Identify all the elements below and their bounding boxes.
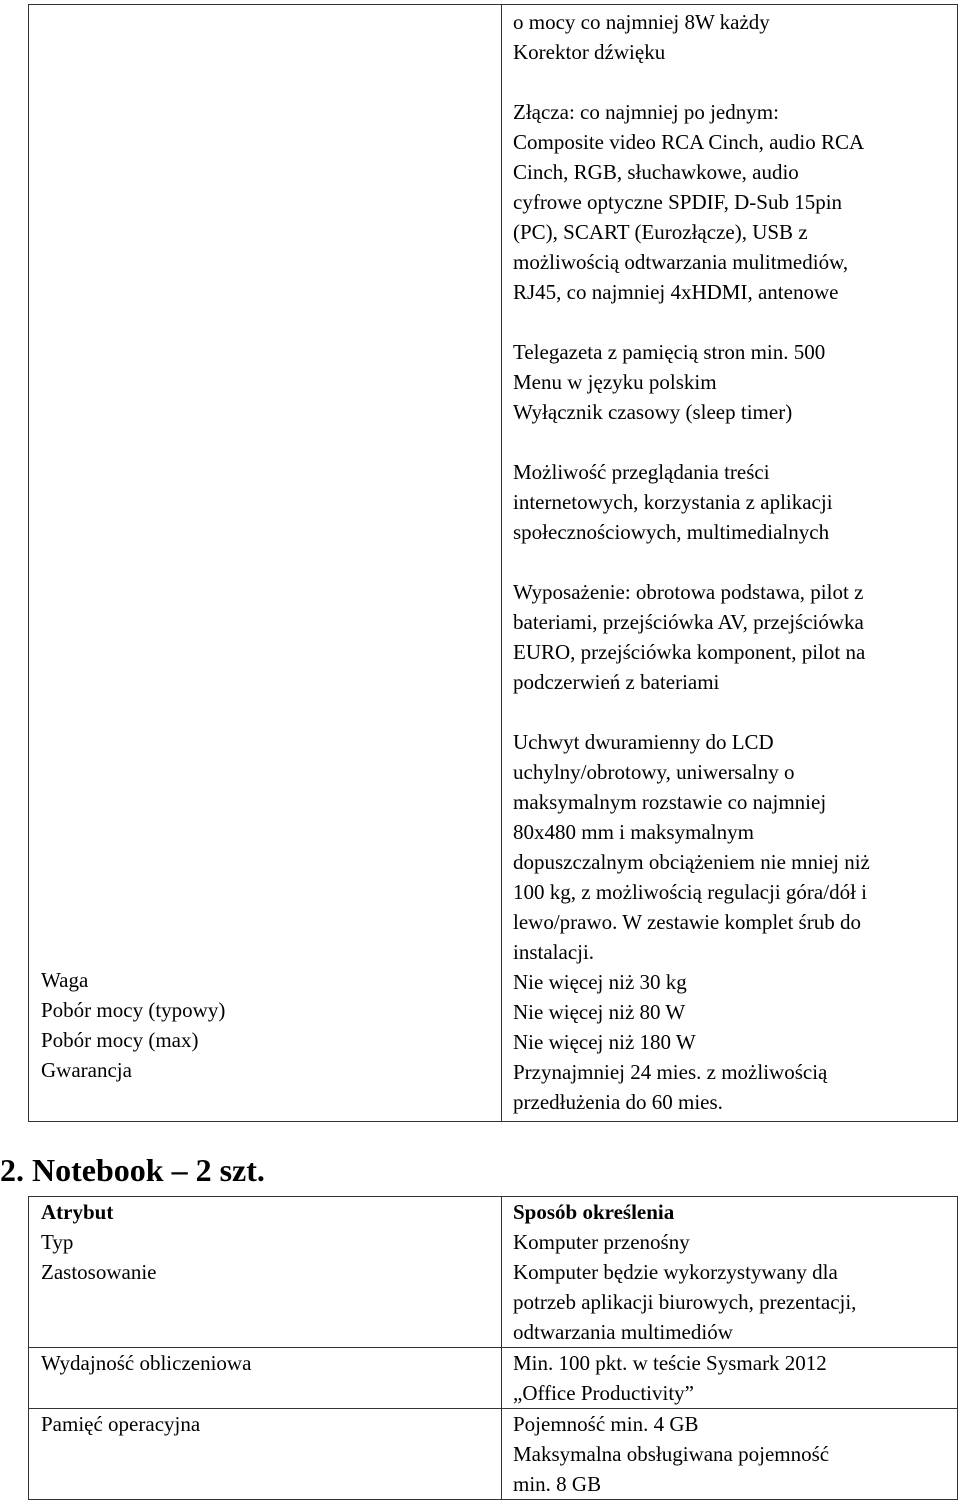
- spec-line: Korektor dźwięku: [513, 40, 666, 64]
- header-attribute: Atrybut: [41, 1200, 114, 1224]
- spec-line: Wyposażenie: obrotowa podstawa, pilot z: [513, 580, 864, 604]
- label-waga: Waga: [41, 968, 89, 992]
- spec-line: Wyłącznik czasowy (sleep timer): [513, 400, 793, 424]
- spec-line: Złącza: co najmniej po jednym:: [513, 100, 779, 124]
- spec-line: Nie więcej niż 80 W: [513, 1000, 686, 1024]
- spec-line: Menu w języku polskim: [513, 370, 717, 394]
- spec-line: Nie więcej niż 30 kg: [513, 970, 687, 994]
- spec-line: Możliwość przeglądania treści: [513, 460, 770, 484]
- row-value: Komputer przenośny: [513, 1230, 690, 1254]
- row-label-typ: Typ: [41, 1230, 74, 1254]
- spec-line: lewo/prawo. W zestawie komplet śrub do: [513, 910, 861, 934]
- spec-line: internetowych, korzystania z aplikacji: [513, 490, 833, 514]
- spec-line: Cinch, RGB, słuchawkowe, audio: [513, 160, 799, 184]
- tv-spec-value-lines: [513, 7, 957, 1117]
- spacer: [513, 697, 957, 727]
- spec-line: przedłużenia do 60 mies.: [513, 1090, 723, 1114]
- row-label-wydajnosc: Wydajność obliczeniowa: [41, 1351, 252, 1375]
- spacer: [513, 427, 957, 457]
- label-pobor-max: Pobór mocy (max): [41, 1028, 199, 1052]
- row-label-cell: [29, 1409, 502, 1500]
- row-value: Pojemność min. 4 GB: [513, 1412, 699, 1436]
- spec-line: Przynajmniej 24 mies. z możliwością: [513, 1060, 828, 1084]
- spec-line: instalacji.: [513, 940, 595, 964]
- spec-line: (PC), SCART (Eurozłącze), USB z: [513, 220, 808, 244]
- label-pobor-typowy: Pobór mocy (typowy): [41, 998, 226, 1022]
- table-row: [29, 1227, 958, 1257]
- row-label-pamiec: Pamięć operacyjna: [41, 1412, 201, 1436]
- spec-line: cyfrowe optyczne SPDIF, D-Sub 15pin: [513, 190, 843, 214]
- row-value-cell: [502, 1227, 958, 1257]
- spec-line: bateriami, przejściówka AV, przejściówka: [513, 610, 864, 634]
- spacer: [513, 307, 957, 337]
- header-cell-right: [502, 1197, 958, 1228]
- spec-line: Uchwyt dwuramienny do LCD: [513, 730, 774, 754]
- row-label-cell: [29, 1227, 502, 1257]
- section-heading-notebook: 2. Notebook – 2 szt.: [0, 1152, 265, 1188]
- spacer: [513, 67, 957, 97]
- spec-line: Composite video RCA Cinch, audio RCA: [513, 130, 865, 154]
- spec-line: uchylny/obrotowy, uniwersalny o: [513, 760, 795, 784]
- tv-spec-label-cell: [29, 5, 502, 1122]
- spec-line: podczerwień z bateriami: [513, 670, 720, 694]
- spec-line: Nie więcej niż 180 W: [513, 1030, 696, 1054]
- header-method: Sposób określenia: [513, 1200, 675, 1224]
- spec-line: społecznościowych, multimedialnych: [513, 520, 830, 544]
- label-gwarancja: Gwarancja: [41, 1058, 132, 1082]
- spec-line: 80x480 mm i maksymalnym: [513, 820, 754, 844]
- spec-line: możliwością odtwarzania mulitmediów,: [513, 250, 849, 274]
- row-value: „Office Productivity”: [513, 1381, 694, 1405]
- spec-line: RJ45, co najmniej 4xHDMI, antenowe: [513, 280, 839, 304]
- row-value: odtwarzania multimediów: [513, 1320, 733, 1344]
- row-label-zastosowanie: Zastosowanie: [41, 1260, 157, 1284]
- row-value-cell: [502, 1409, 958, 1500]
- row-value: Min. 100 pkt. w teście Sysmark 2012: [513, 1351, 827, 1375]
- table-row: [29, 1348, 958, 1409]
- row-value: Maksymalna obsługiwana pojemność: [513, 1442, 830, 1466]
- spec-line: dopuszczalnym obciążeniem nie mniej niż: [513, 850, 870, 874]
- table-row: [29, 1409, 958, 1500]
- spec-line: EURO, przejściówka komponent, pilot na: [513, 640, 866, 664]
- table-row: [29, 1257, 958, 1348]
- spec-line: 100 kg, z możliwością regulacji góra/dół i: [513, 880, 867, 904]
- notebook-spec-table: [28, 1196, 958, 1500]
- spec-line: Telegazeta z pamięcią stron min. 500: [513, 340, 826, 364]
- row-label-cell: [29, 1257, 502, 1348]
- row-value: min. 8 GB: [513, 1472, 602, 1496]
- spec-line: maksymalnym rozstawie co najmniej: [513, 790, 827, 814]
- tv-spec-table: [28, 4, 958, 1122]
- table-header-row: [29, 1197, 958, 1228]
- row-value: potrzeb aplikacji biurowych, prezentacji,: [513, 1290, 857, 1314]
- header-cell-left: [29, 1197, 502, 1228]
- row-label-cell: [29, 1348, 502, 1409]
- row-value: Komputer będzie wykorzystywany dla: [513, 1260, 838, 1284]
- row-value-cell: [502, 1257, 958, 1348]
- spacer: [513, 547, 957, 577]
- tv-spec-value-cell: [502, 5, 958, 1122]
- spec-line: o mocy co najmniej 8W każdy: [513, 10, 770, 34]
- row-value-cell: [502, 1348, 958, 1409]
